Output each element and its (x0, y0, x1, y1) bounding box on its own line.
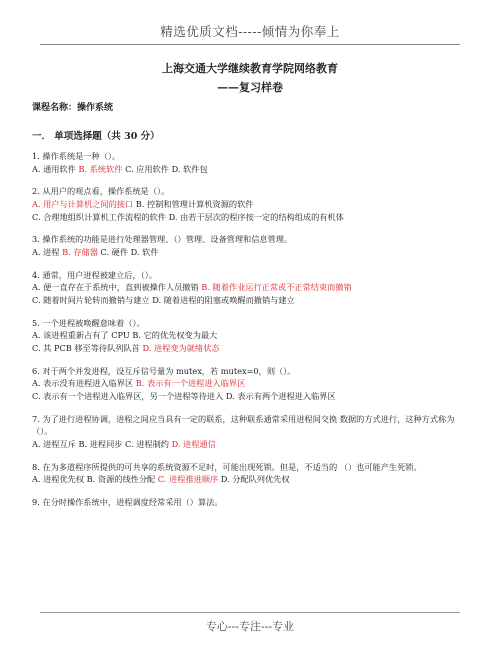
correct-answer: A. 用户与计算机之间的接口 (32, 198, 134, 209)
question-5 (32, 317, 472, 355)
question-6 (32, 365, 472, 403)
correct-answer: D. 进程变为就绪状态 (142, 342, 220, 353)
correct-answer: C. 进程推进顺序 (157, 474, 219, 485)
question-text: 1. 操作系统是一种（）。 (32, 151, 121, 161)
question-text: A. 便一直存在于系统中，直到被操作人员撤销 (32, 282, 202, 293)
correct-answer: D. 进程通信 (171, 438, 216, 449)
question-text: 3. 操作系统的功能是进行处理器管理、（）管理、设备管理和信息管理。 (32, 234, 293, 245)
question-options (32, 294, 472, 307)
question-stem (32, 461, 472, 474)
question-2 (32, 185, 472, 223)
question-options (32, 342, 472, 355)
question-text: C. 表示有一个进程进入临界区，另一个进程等待进入 D. 表示有两个进程进入临界区 (32, 390, 336, 401)
question-text: 2. 从用户的观点看，操作系统是（）。 (32, 186, 170, 197)
question-4 (32, 269, 472, 307)
question-text: 4. 通常，用户进程被建立后，（）。 (32, 269, 158, 280)
question-stem (32, 413, 472, 438)
question-text: 9. 在分时操作系统中，进程调度经常采用（）算法。 (32, 496, 223, 507)
question-text: C. 应用软件 D. 软件包 (122, 163, 208, 174)
question-stem (32, 496, 472, 509)
question-stem (32, 317, 472, 330)
correct-answer: B. 系统软件 (78, 163, 123, 174)
question-text: A. 表示没有进程进入临界区 (32, 378, 136, 389)
question-text: C. 合理地组织计算机工作流程的软件 D. 由若干层次的程序按一定的结构组成的有机体 (32, 211, 344, 222)
question-7 (32, 413, 472, 451)
question-text: 8. 在为多道程序所提供的可共享的系统资源不足时，可能出现死锁。但是，不适当的 （）也可能产生死锁。 (32, 461, 422, 472)
question-3 (32, 233, 472, 258)
question-text: A. 该进程重新占有了 CPU B. 它的优先权变为最大 (32, 330, 218, 341)
question-text: A. 进程 (32, 246, 63, 257)
question-8 (32, 461, 472, 486)
section-heading: 一． 单项选择题（共 30 分） (32, 131, 160, 142)
question-options (32, 198, 472, 211)
question-options (32, 246, 472, 259)
course-name: 课程名称：操作系统 (32, 103, 114, 113)
question-options (32, 377, 472, 390)
question-text: C. 硬件 D. 软件 (97, 246, 159, 257)
question-1 (32, 150, 472, 175)
question-stem (32, 269, 472, 282)
question-list (32, 150, 472, 519)
page-footer: 专心---专注---专业 (205, 620, 295, 633)
question-9 (32, 496, 472, 509)
question-options (32, 211, 472, 224)
header-divider (40, 44, 460, 45)
correct-answer: B. 表示有一个进程进入临界区 (135, 378, 246, 389)
question-text: D. 分配队列优先权 (218, 474, 290, 485)
question-text: B. 控制和管理计算机资源的软件 (133, 198, 254, 209)
question-options (32, 329, 472, 342)
question-text: C. 随着时间片轮转而撤销与建立 D. 随着进程的阻塞或唤醒而撤销与建立 (32, 294, 295, 305)
question-stem (32, 185, 472, 198)
question-text: 6. 对于两个并发进程，设互斥信号量为 mutex，若 mutex=0，则（）。 (32, 365, 296, 376)
page-header: 精选优质文档-----倾情为你奉上 (160, 24, 340, 39)
question-text: A. 进程互斥 B. 进程同步 C. 进程制约 (32, 438, 172, 449)
question-options (32, 473, 472, 486)
question-stem (32, 150, 472, 163)
question-text: A. 通用软件 (32, 163, 79, 174)
footer-divider (40, 612, 460, 613)
question-options (32, 281, 472, 294)
correct-answer: B. 存储器 (62, 246, 98, 257)
question-options (32, 390, 472, 403)
question-text: 7. 为了进行进程协调，进程之间应当具有一定的联系，这种联系通常采用进程间交换 数据的方式进行，这种方式称为（）。 (32, 413, 455, 437)
correct-answer: B. 随着作业运行正常或不正常结束而撤销 (201, 282, 352, 293)
question-text: 5. 一个进程被唤醒意味着（）。 (32, 317, 145, 328)
document-subtitle: ——复习样卷 (217, 81, 283, 94)
question-options (32, 163, 472, 176)
question-stem (32, 365, 472, 378)
question-text: A. 进程优先权 B. 资源的线性分配 (32, 474, 158, 485)
question-text: C. 其 PCB 移至等待队列队首 (32, 342, 143, 353)
question-options (32, 438, 472, 451)
document-title: 上海交通大学继续教育学院网络教育 (162, 62, 338, 75)
question-stem (32, 233, 472, 246)
